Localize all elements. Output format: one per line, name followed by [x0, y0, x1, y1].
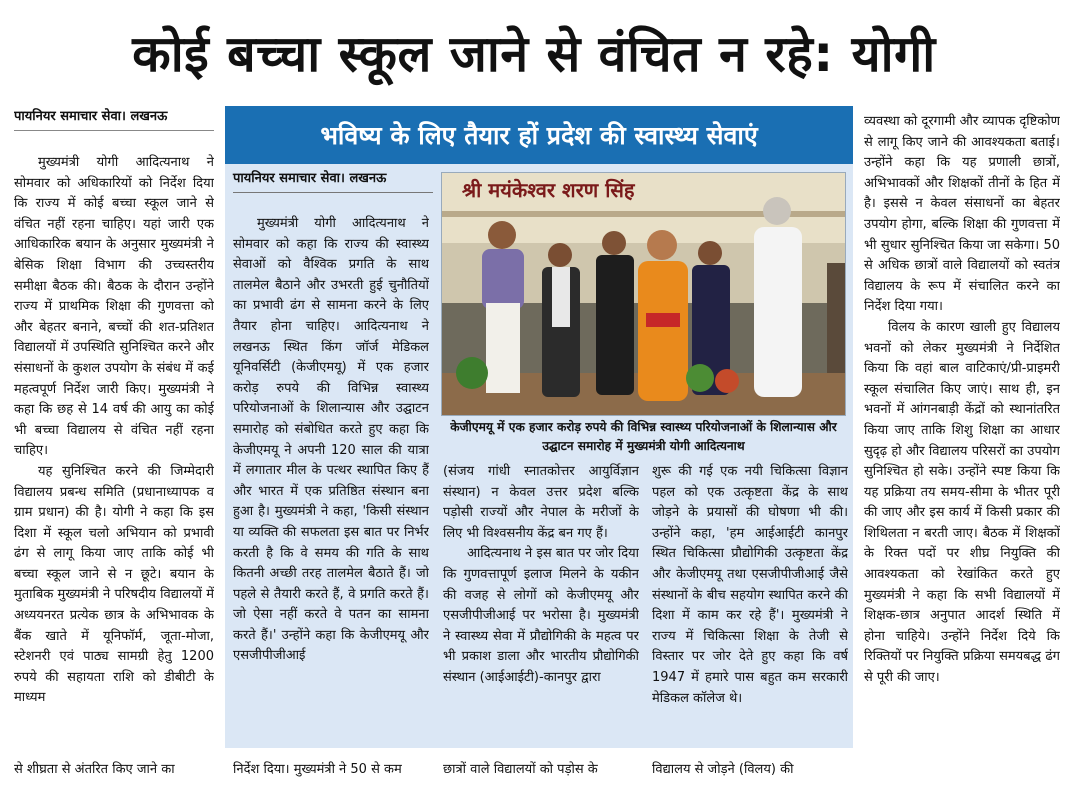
paragraph: विलय के कारण खाली हुए विद्यालय भवनों को लेकर मुख्यमंत्री ने निर्देशित किया कि वहां बाल वाटिकाएं/प्री-प्राइमरी स्कूल संचालित किए जाएं। साथ ही, इन भवनों में आंगनबाड़ी केंद्रों को स्थानांतरित किया जाए ताकि शिशु शिक्षा का आधार सुदृढ़ हो और विद्यालय परिसरों का उपयोग सुनिश्चित हो सके। उन्होंने स्पष्ट किया कि यह प्रक्रिया तय समय-सीमा के भीतर पूरी की जाए और इस कार्य में किसी प्रकार की शिथिलता न बरती जाए। बैठक में शिक्षकों के रिक्त पदों पर शीघ्र नियुक्ति की आवश्यकता को रेखांकित करते हुए मुख्यमंत्री ने कहा कि सभी विद्यालयों में शिक्षक-छात्र अनुपात आदर्श स्थिति में होना चाहिये। उन्होंने निर्देश दिये कि रिक्तियों पर नियुक्ति प्रक्रिया समयबद्ध ढंग से पूरी की जाए।: [864, 319, 1060, 686]
paragraph: यह सुनिश्चित करने की जिम्मेदारी विद्यालय प्रबन्ध समिति (प्रधानाध्यापक व ग्राम प्रधान) की है। योगी ने कहा कि इस दिशा में स्कूल चलो अभियान को प्रभावी ढंग से लागू किया जाए ताकि कोई भी बच्चा स्कूल जाने से न छूटे। बयान के मुताबिक मुख्यमंत्री ने परिषदीय विद्यालयों में अध्ययनरत प्रत्येक छात्र के अभिभावक के बैंक खाते में यूनिफॉर्म, जूता-मोजा, स्टेशनरी एवं पाठ्य सामग्री हेतु 1200 रुपये की सहायता राशि को डीबीटी के माध्यम: [14, 463, 214, 706]
article-column-2: [233, 214, 429, 754]
byline: पायनियर समाचार सेवा। लखनऊ: [14, 109, 168, 124]
byline: पायनियर समाचार सेवा। लखनऊ: [233, 171, 387, 186]
column-1-last-line: से शीघ्रता से अंतरित किए जाने का: [14, 762, 175, 777]
news-photo: [441, 172, 846, 416]
paragraph: आदित्यनाथ ने इस बात पर जोर दिया कि गुणवत्तापूर्ण इलाज मिलने के यकीन की वजह से लोगों को केजीएमयू और एसजीपीजीआई पर भरोसा है। मुख्यमंत्री ने स्वास्थ्य सेवा में प्रौद्योगिकी के महत्व पर भी प्रकाश डाला और भारतीय प्रौद्योगिकी संस्थान (आईआईटी)-कानपुर द्वारा: [443, 546, 639, 685]
paragraph: (संजय गांधी स्नातकोत्तर आयुर्विज्ञान संस्थान) न केवल उत्तर प्रदेश बल्कि पड़ोसी राज्यों और नेपाल के मरीजों के लिए भी विश्वसनीय केंद्र बन गए हैं।: [443, 464, 639, 541]
article-column-5: [864, 112, 1060, 780]
column-4-last-line: विद्यालय से जोड़ने (विलय) की: [652, 762, 794, 777]
paragraph: शुरू की गई एक नयी चिकित्सा विज्ञान पहल को एक उत्कृष्टता केंद्र के साथ जोड़ने के प्रयासों की घोषणा भी की। उन्होंने कहा, 'हम आईआईटी कानपुर स्थित चिकित्सा प्रौद्योगिकी उत्कृष्टता केंद्र और केजीएमयू तथा एसजीपीजीआई जैसे संस्थानों के बीच सहयोग स्थापित करने की दिशा में काम कर रहे हैं'। मुख्यमंत्री ने राज्य में चिकित्सा शिक्षा के तेजी से विस्तार पर जोर देते हुए कहा कि वर्ष 1947 में हमारे पास बहुत कम सरकारी मेडिकल कॉलेज थे।: [652, 464, 848, 706]
subheadline: भविष्य के लिए तैयार हों प्रदेश की स्वास्थ्य सेवाएं: [225, 106, 853, 164]
paragraph: व्यवस्था को दूरगामी और व्यापक दृष्टिकोण से लागू किए जाने की आवश्यकता बताई। उन्होंने कहा कि यह प्रणाली छात्रों, अभिभावकों और शिक्षकों तीनों के हित में है। इससे न केवल संसाधनों का बेहतर उपयोग होगा, बल्कि शिक्षा की गुणवत्ता में भी सुधार सुनिश्चित किया जा सकेगा। 50 से अधिक छात्रों वाले विद्यालयों को स्वतंत्र विद्यालय के रूप में संचालित करने का निर्देश दिया गया।: [864, 114, 1060, 315]
boxed-story-byline-block: [233, 170, 433, 193]
article-column-3: [443, 462, 639, 742]
article-column-1: [14, 108, 214, 778]
paragraph: मुख्यमंत्री योगी आदित्यनाथ ने सोमवार को अधिकारियों को निर्देश दिया कि राज्य में कोई बच्चा स्कूल जाने से वंचित नहीं रहना चाहिए। यहां जारी एक आधिकारिक बयान के अनुसार मुख्यमंत्री ने बेसिक शिक्षा विभाग की उच्चस्तरीय समीक्षा बैठक की। बैठक के दौरान उन्होंने राज्य में प्राथमिक शिक्षा की गुणवत्ता को और बेहतर बनाने, बच्चों की शत-प्रतिशत विद्यालयों में उपस्थिति सुनिश्चित करने और संसाधनों के कुशल उपयोग के संबंध में कई महत्वपूर्ण निर्देश जारी किए। मुख्यमंत्री ने कहा कि छह से 14 वर्ष की आयु का कोई भी बच्चा विद्यालय से वंचित नहीं रहना चाहिए।: [14, 155, 214, 459]
column-3-last-line: छात्रों वाले विद्यालयों को पड़ोस के: [443, 762, 598, 777]
person-figure: [596, 231, 634, 395]
paragraph: मुख्यमंत्री योगी आदित्यनाथ ने सोमवार को कहा कि राज्य की स्वास्थ्य सेवाओं को वैश्विक प्रगति के साथ तालमेल बैठाने और उभरती हुई चुनौतियों का प्रभावी ढंग से सामना करने के लिए तैयार होना चाहिए। आदित्यनाथ ने लखनऊ स्थित किंग जॉर्ज मेडिकल यूनिवर्सिटी (केजीएमयू) में एक हजार करोड़ रुपये की विभिन्न स्वास्थ्य परियोजनाओं के शिलान्यास और उद्घाटन समारोह को संबोधित करते हुए कहा कि केजीएमयू ने अपनी 120 साल की यात्रा में लगातार मील के पत्थर स्थापित किए हैं और भारत में एक प्रतिष्ठित संस्थान बना हुआ है। मुख्यमंत्री ने कहा, 'किसी संस्थान या व्यक्ति की सफलता इस बात पर निर्भर करती है कि वे समय की गति के साथ कितनी अच्छी तरह तालमेल बैठाते हैं। जो पहले से तैयारी करते हैं, वे प्रगति करते हैं। जो ऐसा नहीं करते वे पतन का सामना करते हैं।' उन्होंने कहा कि केजीएमयू और एसजीपीजीआई: [233, 216, 429, 664]
headline: कोई बच्चा स्कूल जाने से वंचित न रहे: योगी: [132, 25, 936, 83]
article-column-4: [652, 462, 848, 742]
photo-caption: केजीएमयू में एक हजार करोड़ रुपये की विभिन्न स्वास्थ्य परियोजनाओं के शिलान्यास और उद्घाटन समारोह में मुख्यमंत्री योगी आदित्यनाथ: [450, 420, 837, 453]
divider: [233, 192, 433, 193]
photo-banner-text: श्री मयंकेश्वर शरण सिंह: [462, 178, 635, 202]
divider: [14, 130, 214, 131]
column-2-last-line: निर्देश दिया। मुख्यमंत्री ने 50 से कम: [233, 762, 402, 777]
